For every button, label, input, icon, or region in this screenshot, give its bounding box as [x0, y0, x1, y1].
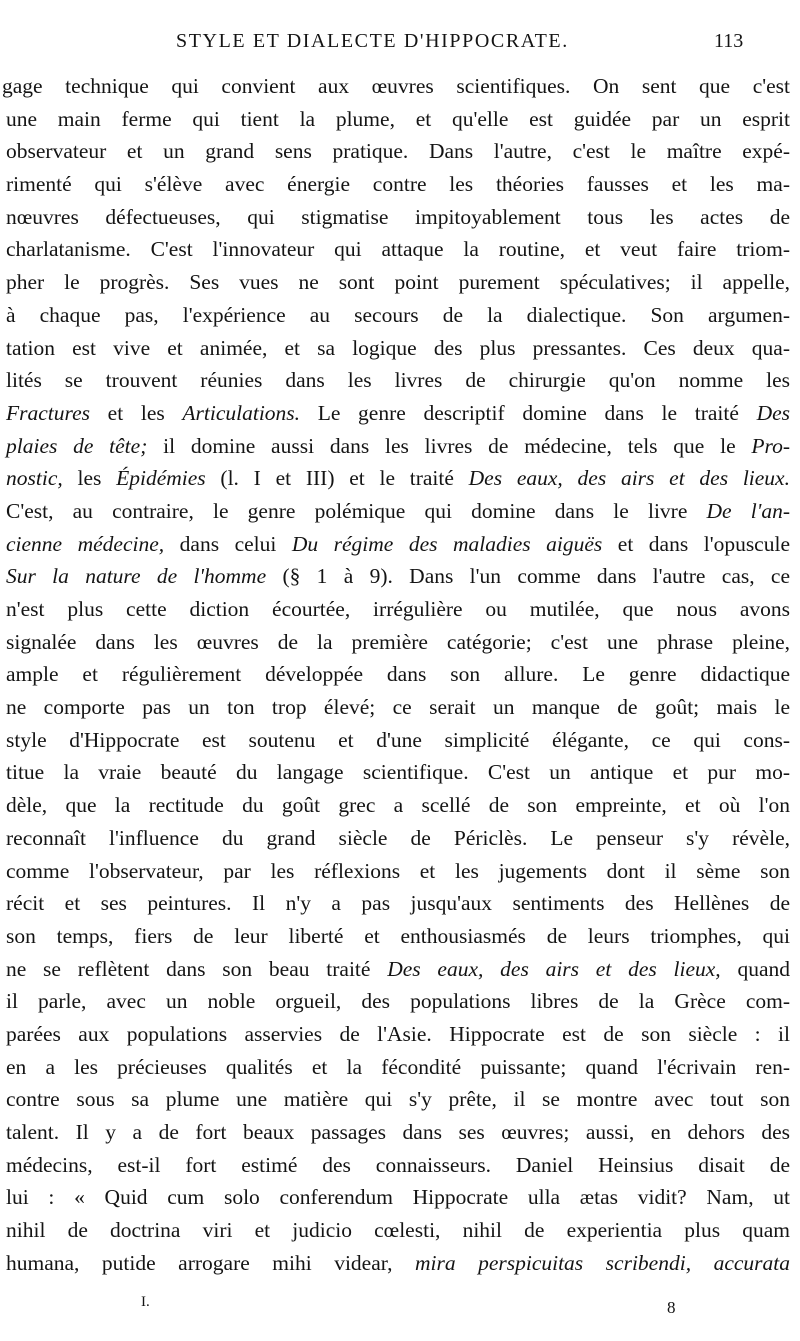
text-line: [0, 593, 800, 626]
text-run: humana, putide arrogare mihi videar,: [6, 1250, 415, 1275]
text-run: ample et régulièrement développée dans son allure. Le genre didactique: [6, 662, 790, 687]
text-line: [0, 397, 800, 430]
text-run: reconnaît l'influence du grand siècle de Périclès. Le penseur s'y révèle,: [6, 825, 790, 850]
text-line: [0, 135, 800, 168]
text-line: [0, 724, 800, 757]
running-title: STYLE ET DIALECTE D'HIPPOCRATE.: [176, 30, 569, 52]
text-line: [0, 201, 800, 234]
text-run: (l. I et III) et le traité: [205, 466, 469, 491]
text-run: talent. Il y a de fort beaux passages dans ses œuvres; aussi, en dehors des: [6, 1120, 790, 1144]
italic-title: Articulations.: [182, 400, 301, 425]
text-run: rimenté qui s'élève avec énergie contre les théories fausses et les ma-: [6, 172, 790, 197]
text-run: et dans l'opuscule: [602, 531, 790, 556]
text-line: [0, 430, 800, 463]
italic-title: mira perspicuitas scribendi, accurata: [414, 1250, 790, 1275]
text-run: charlatanisme. C'est l'innovateur qui attaque la routine, et veut faire triom-: [6, 237, 790, 262]
text-line: [0, 855, 800, 888]
text-line: [0, 103, 800, 136]
text-run: il domine aussi dans les livres de médecine, tels que le: [147, 433, 752, 458]
signature-mark-left: I.: [141, 1294, 150, 1310]
text-line: [0, 233, 800, 266]
text-run: lités se trouvent réunies dans les livres de chirurgie qu'on nomme les: [6, 368, 790, 393]
text-run: lui : « Quid cum solo conferendum Hippocrate ulla ætas vidit? Nam, ut: [6, 1185, 790, 1210]
signature-mark-right: 8: [667, 1298, 676, 1317]
text-line: [0, 985, 800, 1018]
text-line: [0, 495, 800, 528]
text-line: [0, 462, 800, 495]
text-run: dèle, que la rectitude du goût grec a scellé de son empreinte, et où l'on: [6, 793, 790, 818]
italic-title: Sur la nature de l'homme: [6, 564, 267, 589]
text-line: [0, 332, 800, 365]
italic-title: Du régime des maladies aiguës: [291, 531, 603, 556]
text-line: [0, 266, 800, 299]
text-run: ne comporte pas un ton trop élevé; ce serait un manque de goût; mais le: [6, 695, 790, 720]
italic-title: Épidémies: [116, 466, 206, 491]
text-run: n'est plus cette diction écourtée, irrégulière ou mutilée, que nous avons: [6, 597, 790, 621]
body-text: [0, 70, 800, 1279]
italic-title: Des eaux, des airs et des lieux,: [387, 956, 721, 981]
text-line: [0, 528, 800, 561]
text-run: médecins, est-il fort estimé des connaisseurs. Daniel Heinsius disait de: [6, 1152, 790, 1177]
page-footer: [0, 1294, 800, 1324]
text-run: Le genre descriptif domine dans le traité: [300, 400, 757, 425]
text-line: [0, 1181, 800, 1214]
text-run: les: [62, 466, 117, 491]
text-line: [0, 299, 800, 332]
text-run: pher le progrès. Ses vues ne sont point purement spéculatives; il appelle,: [6, 270, 790, 295]
italic-title: plaies de tête;: [6, 433, 148, 458]
text-run: en a les précieuses qualités et la fécondité puissante; quand l'écrivain ren-: [6, 1054, 790, 1079]
text-run: C'est, au contraire, le genre polémique qui domine dans le livre: [6, 498, 707, 523]
text-line: [0, 1051, 800, 1084]
text-run: nihil de doctrina viri et judicio cœlesti, nihil de experientia plus quam: [6, 1218, 790, 1243]
text-line: [0, 887, 800, 920]
text-run: titue la vraie beauté du langage scientifique. C'est un antique et pur mo-: [6, 760, 790, 785]
running-head: [0, 30, 800, 60]
text-line: [0, 658, 800, 691]
text-run: gage technique qui convient aux œuvres scientifiques. On sent que c'est: [2, 74, 790, 98]
italic-title: Des eaux, des airs et des lieux.: [468, 466, 790, 491]
text-line: [0, 1018, 800, 1051]
text-line: [0, 168, 800, 201]
text-line: [0, 560, 800, 593]
text-run: tation est vive et animée, et sa logique des plus pressantes. Ces deux qua-: [6, 335, 790, 360]
text-line: [0, 953, 800, 986]
text-run: une main ferme qui tient la plume, et qu'elle est guidée par un esprit: [6, 106, 790, 131]
italic-title: cienne médecine,: [6, 531, 165, 556]
text-run: observateur et un grand sens pratique. Dans l'autre, c'est le maître expé-: [6, 139, 790, 164]
italic-title: Pro-: [751, 433, 790, 458]
text-line: [0, 70, 800, 103]
text-run: nœuvres défectueuses, qui stigmatise impitoyablement tous les actes de: [6, 204, 790, 229]
page-number: 113: [714, 30, 744, 52]
text-run: comme l'observateur, par les réflexions et les jugements dont il sème son: [6, 858, 790, 883]
text-line: [0, 756, 800, 789]
text-line: [0, 1116, 800, 1149]
text-run: signalée dans les œuvres de la première catégorie; c'est une phrase pleine,: [6, 629, 790, 654]
text-run: ne se reflètent dans son beau traité: [6, 956, 388, 981]
text-line: [0, 626, 800, 659]
text-run: parées aux populations asservies de l'Asie. Hippocrate est de son siècle : il: [6, 1021, 790, 1046]
italic-title: De l'an-: [706, 498, 790, 523]
text-line: [0, 789, 800, 822]
text-run: quand: [720, 956, 790, 981]
text-run: contre sous sa plume une matière qui s'y prête, il se montre avec tout son: [6, 1087, 790, 1112]
text-line: [0, 691, 800, 724]
text-line: [0, 364, 800, 397]
text-run: (§ 1 à 9). Dans l'un comme dans l'autre cas, ce: [266, 564, 790, 589]
text-run: style d'Hippocrate est soutenu et d'une simplicité élégante, ce qui cons-: [6, 727, 790, 752]
italic-title: Fractures: [6, 400, 90, 425]
italic-title: nostic,: [6, 466, 63, 491]
italic-title: Des: [756, 400, 790, 425]
text-run: il parle, avec un noble orgueil, des populations libres de la Grèce com-: [6, 989, 790, 1014]
text-line: [0, 1214, 800, 1247]
text-run: récit et ses peintures. Il n'y a pas jusqu'aux sentiments des Hellènes de: [6, 891, 790, 916]
text-line: [0, 1083, 800, 1116]
text-line: [0, 1247, 800, 1280]
text-run: son temps, fiers de leur liberté et enthousiasmés de leurs triomphes, qui: [6, 923, 790, 948]
text-run: à chaque pas, l'expérience au secours de la dialectique. Son argumen-: [6, 302, 790, 327]
text-line: [0, 822, 800, 855]
text-run: dans celui: [164, 531, 292, 556]
text-line: [0, 920, 800, 953]
text-line: [0, 1149, 800, 1182]
text-run: et les: [90, 400, 183, 425]
